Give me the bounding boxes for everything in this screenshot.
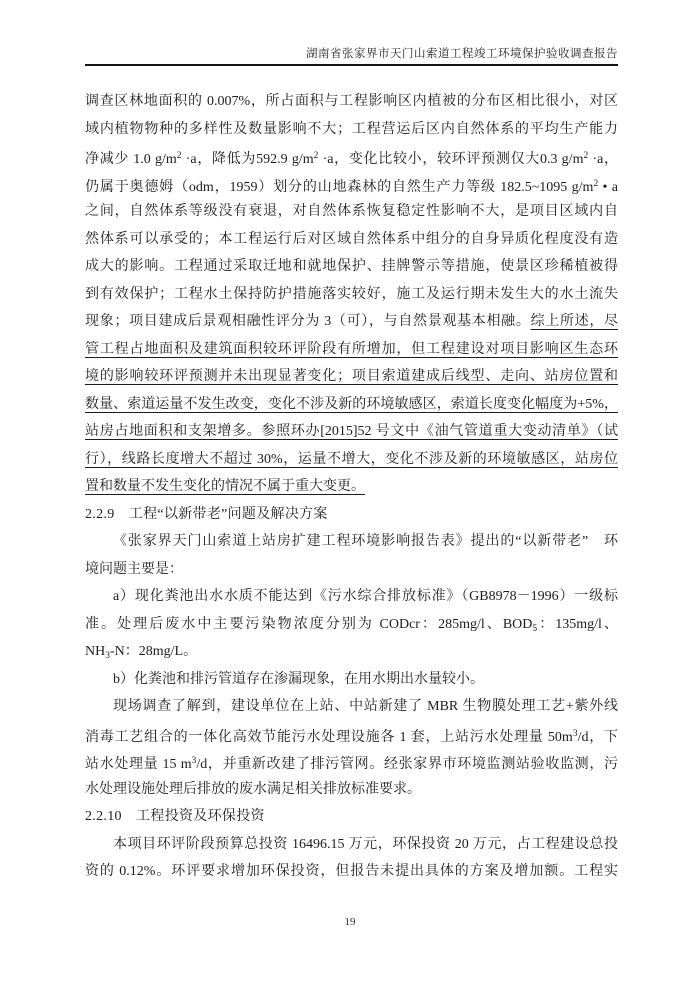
text-segment: 3 bbox=[572, 728, 578, 739]
text-line bbox=[85, 88, 618, 116]
underlined-text: 站房占地面积和支架增多。参照环办[2015]52 号文中《油气管道重大变动清单》（试 bbox=[85, 424, 618, 439]
text-line bbox=[85, 171, 618, 199]
text-segment: 2 bbox=[176, 151, 182, 161]
text-segment: 水处理设施处理后排放的废水满足相关排放标准要求。 bbox=[85, 781, 421, 797]
text-segment: 调查区林地面积的 0.007%，所占面积与工程影响区内植被的分布区相比很小，对区 bbox=[85, 94, 618, 109]
text-line bbox=[85, 281, 618, 309]
text-segment: 2.2.9 工程“以新带老”问题及解决方案 bbox=[85, 506, 328, 522]
underlined-text: 管工程占地面积及建筑面积较环评阶段有所增加，但工程建设对项目影响区生态环 bbox=[85, 341, 618, 357]
text-segment: 3 bbox=[105, 651, 110, 661]
text-line bbox=[85, 336, 618, 364]
text-segment: 之间，自然体系等级没有衰退，对自然体系恢复稳定性影响不大，是项目区域内自 bbox=[85, 204, 618, 219]
text-line bbox=[85, 748, 618, 776]
text-segment: ·a，降低为592.9 g/m bbox=[181, 152, 314, 167]
text-segment: 准。处理后废水中主要污染物浓度分别为 CODcr：285mg/l、BOD bbox=[85, 616, 533, 632]
text-line bbox=[85, 776, 618, 804]
text-line bbox=[85, 418, 618, 446]
text-segment: NH bbox=[85, 644, 106, 659]
text-segment: • a bbox=[598, 179, 618, 195]
text-line bbox=[85, 143, 618, 171]
underlined-text: 置和数量不发生变化的情况不属于重大变更。 bbox=[85, 479, 365, 494]
text-segment: 到有效保护；工程水土保持防护措施落实较好，施工及运行期未发生大的水土流失 bbox=[85, 286, 618, 302]
underlined-text: 综上所述，尽 bbox=[530, 314, 619, 329]
page-number: 19 bbox=[344, 916, 356, 928]
text-segment: /d，并重新改建了排污管网。经张家界市环境监测站验收监测，污 bbox=[196, 757, 619, 772]
text-line bbox=[85, 253, 618, 281]
text-segment: 现象；项目建成后景观相融性评分为 3（可），与自然景观基本相融。 bbox=[85, 314, 531, 329]
text-segment: 《张家界天门山索道上站房扩建工程环境影响报告表》提出的“以新带老” 环 bbox=[113, 534, 618, 549]
underlined-text: 数量、索道运量不发生改变，变化不涉及新的环境敏感区，索道长度变化幅度为+5%， bbox=[85, 396, 618, 412]
text-segment: 5 bbox=[532, 623, 538, 634]
text-segment: 然体系可以承受的；本工程运行后对区域自然体系中组分的自身异质化程度没有造 bbox=[85, 231, 618, 247]
text-line bbox=[85, 226, 618, 254]
text-segment: ·a，变化比较小，较环评预测仅大0.3 g/m bbox=[318, 152, 584, 167]
text-line bbox=[85, 446, 618, 474]
section-heading bbox=[85, 803, 618, 831]
text-line bbox=[85, 693, 618, 721]
header-rule bbox=[85, 64, 618, 66]
text-line bbox=[85, 363, 618, 391]
text-line bbox=[85, 116, 618, 144]
text-segment: 资的 0.12%。环评要求增加环保投资，但报告未提出具体的方案及增加额。工程实 bbox=[85, 864, 618, 879]
text-segment: 2 bbox=[313, 151, 319, 161]
text-line bbox=[85, 556, 618, 584]
text-segment: 2 bbox=[583, 151, 589, 161]
text-segment: 现场调查了解到，建设单位在上站、中站新建了 MBR 生物膜处理工艺+紫外线 bbox=[113, 699, 618, 714]
text-line bbox=[85, 721, 618, 749]
text-line bbox=[85, 473, 618, 501]
text-segment: /d，下 bbox=[577, 729, 619, 745]
text-segment: a）现化粪池出水水质不能达到《污水综合排放标准》（GB8978－1996）一级标 bbox=[113, 589, 618, 604]
underlined-text: 行），线路长度增大不超过 30%，运量不增大，变化不涉及新的环境敏感区，站房位 bbox=[85, 451, 618, 467]
underlined-text: 境的影响较环评预测并未出现显著变化；项目索道建成后线型、走向、站房位置和 bbox=[85, 369, 618, 384]
text-segment: 消毒工艺组合的一体化高效节能污水处理设施各 1 套，上站污水处理量 50m bbox=[85, 729, 573, 745]
text-line bbox=[85, 611, 618, 639]
text-segment: 3 bbox=[191, 756, 197, 766]
text-segment: 境问题主要是： bbox=[85, 561, 183, 577]
text-line bbox=[85, 666, 618, 694]
text-segment: 成大的影响。工程通过采取迁地和就地保护、挂牌警示等措施，使景区珍稀植被得 bbox=[85, 259, 618, 274]
text-line bbox=[85, 528, 618, 556]
text-segment: 2.2.10 工程投资及环保投资 bbox=[85, 809, 265, 824]
text-line bbox=[85, 583, 618, 611]
page-header-title: 湖南省张家界市天门山索道工程竣工环境保护验收调查报告 bbox=[306, 48, 618, 60]
text-line bbox=[85, 391, 618, 419]
text-line bbox=[85, 198, 618, 226]
text-segment: 仍属于奥德姆（odm，1959）划分的山地森林的自然生产力等级 182.5~1095 g/m bbox=[85, 179, 594, 195]
document-body bbox=[85, 88, 618, 886]
text-segment: ·a， bbox=[588, 152, 618, 167]
text-line bbox=[85, 831, 618, 859]
text-segment: 站水处理量 15 m bbox=[85, 757, 192, 772]
text-segment: 净减少 1.0 g/m bbox=[85, 152, 177, 167]
text-segment: -N：28mg/L。 bbox=[109, 644, 198, 659]
text-segment: 2 bbox=[593, 178, 599, 189]
text-segment: ：135mg/l、 bbox=[537, 616, 618, 632]
text-line bbox=[85, 308, 618, 336]
text-line bbox=[85, 858, 618, 886]
section-heading bbox=[85, 501, 618, 529]
text-line bbox=[85, 638, 618, 666]
text-segment: b）化粪池和排污管道存在渗漏现象，在用水期出水量较小。 bbox=[113, 671, 484, 687]
text-segment: 本项目环评阶段预算总投资 16496.15 万元，环保投资 20 万元，占工程建设总投 bbox=[113, 836, 618, 852]
text-segment: 域内植物物种的多样性及数量影响不大；工程营运后区内自然体系的平均生产能力 bbox=[85, 121, 618, 137]
